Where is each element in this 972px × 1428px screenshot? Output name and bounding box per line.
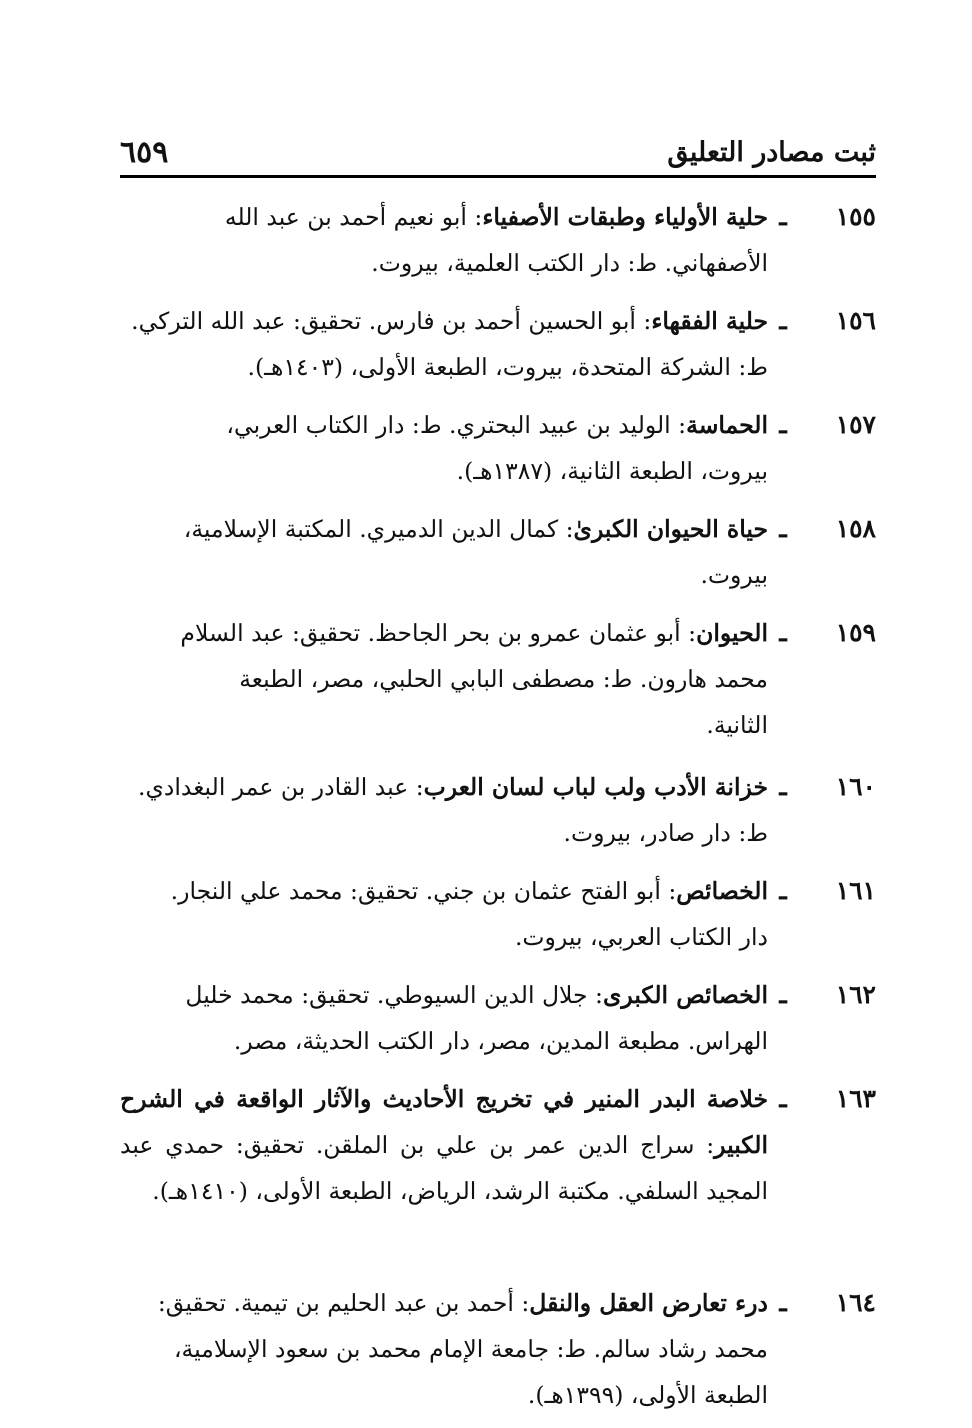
running-header	[120, 128, 876, 170]
bibliography-entry	[120, 764, 876, 860]
entry-text	[120, 194, 768, 286]
bibliography-entry	[120, 610, 876, 756]
entry-line: بيروت، الطبعة الثانية، (١٣٨٧هـ).	[456, 457, 768, 485]
page-number: ٦٥٩	[120, 135, 169, 170]
bibliography-entry	[120, 1280, 876, 1428]
entry-dash: ـ	[779, 1288, 787, 1317]
entry-dash: ـ	[779, 410, 787, 439]
entry-dash: ـ	[779, 306, 787, 335]
entry-line-text: : أبو الفتح عثمان بن جني. تحقيق: محمد علي النجار.	[170, 877, 677, 905]
entry-line-text: : أبو الحسين أحمد بن فارس. تحقيق: عبد الله التركي.	[131, 307, 652, 335]
bibliography-entry	[120, 298, 876, 394]
entry-text	[120, 972, 768, 1064]
entry-line: دار الكتاب العربي، بيروت.	[514, 923, 768, 951]
entry-line	[120, 402, 768, 448]
entry-number: ١٥٨	[835, 514, 876, 543]
entry-line-text: عبد المجيد السلفي. مكتبة الرشد، الرياض، الطبعة الأولى،	[120, 1131, 768, 1205]
entry-text	[120, 1076, 768, 1214]
entry-line-text: : الوليد بن عبيد البحتري. ط: دار الكتاب العربي،	[226, 411, 687, 439]
entry-line: بيروت.	[700, 561, 768, 589]
entry-line	[120, 298, 768, 344]
entry-line	[120, 506, 768, 552]
entry-line: الأصفهاني. ط: دار الكتب العلمية، بيروت.	[371, 249, 768, 277]
entry-number: ١٦١	[835, 876, 876, 905]
entry-title: الخصائص الكبرى	[602, 981, 768, 1009]
entry-title: درء تعارض العقل والنقل	[529, 1289, 768, 1317]
entry-title: الحماسة	[686, 411, 768, 439]
entry-line: محمد هارون. ط: مصطفى البابي الحلبي، مصر، الطبعة	[239, 665, 768, 693]
entry-text	[120, 298, 768, 390]
entry-line-text: : جلال الدين السيوطي. تحقيق: محمد خليل	[185, 981, 603, 1009]
entry-title: الحيوان	[696, 619, 768, 647]
entry-line-text: : أحمد بن عبد الحليم بن تيمية. تحقيق:	[157, 1289, 530, 1317]
entry-line	[120, 868, 768, 914]
entry-number: ١٦٢	[835, 980, 876, 1009]
entry-line-text: : كمال الدين الدميري. المكتبة الإسلامية،	[183, 515, 574, 543]
entry-text	[120, 610, 768, 748]
entry-number: ١٥٧	[835, 410, 876, 439]
entry-dash: ـ	[779, 514, 787, 543]
entry-number: ١٦٣	[835, 1084, 876, 1113]
running-title: ثبت مصادر التعليق	[667, 137, 876, 168]
entry-number: ١٥٦	[835, 306, 876, 335]
entry-line: ط: الشركة المتحدة، بيروت، الطبعة الأولى، (١٤٠٣هـ).	[247, 353, 768, 381]
entry-title: خلاصة البدر المنير في تخريج الأحاديث والآثار الواقعة في الشرح الكبير	[120, 1085, 768, 1159]
entry-title: حلية الأولياء وطبقات الأصفياء	[482, 203, 768, 231]
entry-line	[120, 972, 768, 1018]
entry-text	[120, 506, 768, 598]
header-rule	[120, 175, 876, 178]
entry-line	[120, 194, 768, 240]
entry-dash: ـ	[779, 618, 787, 647]
entry-line-text: : أبو عثمان عمرو بن بحر الجاحظ. تحقيق: عبد السلام	[180, 619, 697, 647]
entry-title: خزانة الأدب ولب لباب لسان العرب	[423, 773, 768, 801]
entry-line-text: : سراج الدين عمر بن علي بن الملقن. تحقيق: حمدي	[165, 1131, 715, 1159]
entry-line: الثانية.	[706, 711, 768, 739]
entry-line	[120, 610, 768, 656]
entry-number: ١٦٤	[835, 1288, 876, 1317]
entry-line-text: : عبد القادر بن عمر البغدادي.	[138, 773, 424, 801]
entry-number: ١٥٩	[835, 618, 876, 647]
entry-line	[120, 764, 768, 810]
entry-number: ١٦٠	[835, 772, 876, 801]
entry-line: محمد رشاد سالم. ط: جامعة الإمام محمد بن سعود الإسلامية،	[173, 1335, 768, 1363]
entry-line: الهراس. مطبعة المدين، مصر، دار الكتب الحديثة، مصر.	[233, 1027, 768, 1055]
entry-text	[120, 764, 768, 856]
entry-title: حلية الفقهاء	[651, 307, 768, 335]
entry-number: ١٥٥	[835, 202, 876, 231]
bibliography-entry	[120, 194, 876, 290]
bibliography-entry	[120, 402, 876, 498]
entry-text	[120, 402, 768, 494]
entry-text	[120, 1280, 768, 1418]
entry-line	[120, 1280, 768, 1326]
bibliography-entry	[120, 972, 876, 1068]
bibliography-entry	[120, 506, 876, 602]
entry-dash: ـ	[779, 876, 787, 905]
entry-line: الطبعة الأولى، (١٣٩٩هـ).	[527, 1381, 768, 1409]
bibliography-entry	[120, 1076, 876, 1266]
entry-dash: ـ	[779, 1084, 787, 1113]
entry-dash: ـ	[779, 202, 787, 231]
entry-title: حياة الحيوان الكبرىٰ	[573, 515, 768, 543]
entry-dash: ـ	[779, 980, 787, 1009]
entry-line-text: : أبو نعيم أحمد بن عبد الله	[224, 203, 483, 231]
entry-line-text: (١٤١٠هـ).	[152, 1177, 248, 1205]
entry-text	[120, 868, 768, 960]
entry-title: الخصائص	[676, 877, 768, 905]
entry-dash: ـ	[779, 772, 787, 801]
bibliography-list	[120, 194, 876, 1428]
entry-text-block	[120, 1076, 768, 1214]
entry-line: ط: دار صادر، بيروت.	[563, 819, 768, 847]
bibliography-entry	[120, 868, 876, 964]
